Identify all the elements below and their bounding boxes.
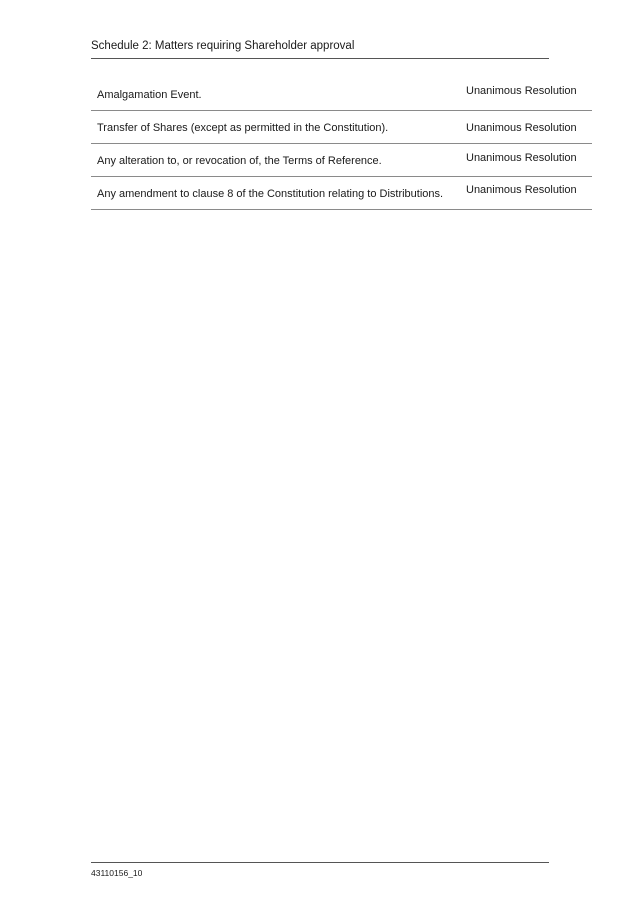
- table-row: [91, 111, 592, 144]
- approval-cell: Unanimous Resolution: [466, 122, 577, 134]
- matter-cell: Amalgamation Event.: [97, 89, 202, 101]
- matters-table: [91, 78, 592, 210]
- document-reference: 43110156_10: [91, 868, 143, 878]
- page-footer: [91, 862, 549, 878]
- approval-cell: Unanimous Resolution: [466, 85, 577, 97]
- table-row: [91, 144, 592, 177]
- page-header: [91, 38, 549, 59]
- matter-cell: Any alteration to, or revocation of, the Terms of Reference.: [97, 155, 382, 167]
- table-row: [91, 177, 592, 210]
- matter-cell: Any amendment to clause 8 of the Constitution relating to Distributions.: [97, 188, 444, 200]
- table-row: [91, 78, 592, 111]
- schedule-title: Schedule 2: Matters requiring Shareholder approval: [91, 40, 355, 52]
- approval-cell: Unanimous Resolution: [466, 152, 577, 164]
- approval-cell: Unanimous Resolution: [466, 184, 577, 196]
- matter-cell: Transfer of Shares (except as permitted in the Constitution).: [97, 122, 389, 134]
